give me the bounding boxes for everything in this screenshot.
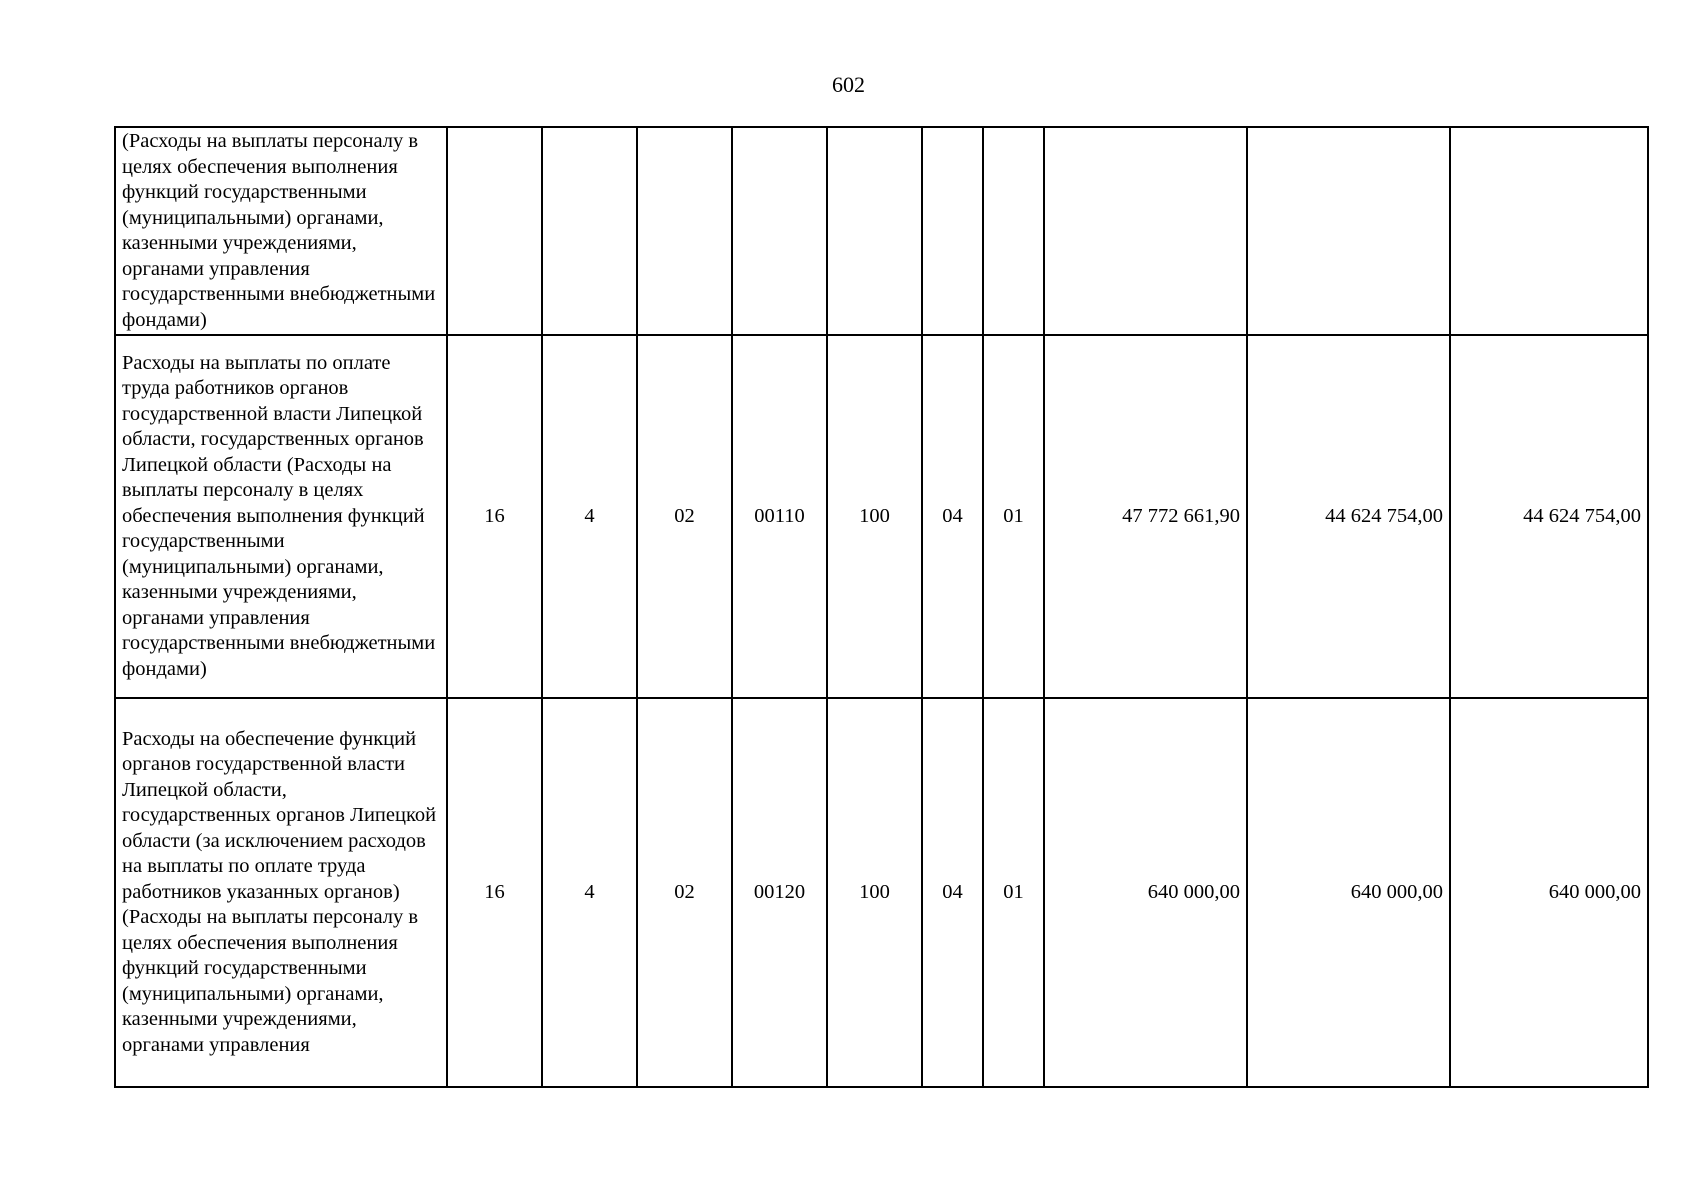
row-description: Расходы на обеспечение функций органов государственной власти Липецкой области, государственных органов Липецкой области (за исключением расходов на выплаты по оплате труда работников указанных органов) (Расходы на выплаты персоналу в целях обеспечения выполнения функций государственными (муниципальными) органами, казенными учреждениями, органами управления (115, 698, 447, 1087)
code-cell: 100 (827, 335, 922, 698)
amount-cell (1247, 127, 1450, 335)
amount-cell: 640 000,00 (1044, 698, 1247, 1087)
code-cell: 00110 (732, 335, 827, 698)
code-cell: 02 (637, 335, 732, 698)
table-row (115, 698, 1648, 1087)
code-cell (983, 127, 1044, 335)
code-cell: 4 (542, 698, 637, 1087)
table-row (115, 335, 1648, 698)
code-cell (827, 127, 922, 335)
amount-cell: 44 624 754,00 (1450, 335, 1648, 698)
code-cell (542, 127, 637, 335)
table-row (115, 127, 1648, 335)
code-cell: 01 (983, 335, 1044, 698)
code-cell (732, 127, 827, 335)
code-cell: 04 (922, 698, 983, 1087)
code-cell: 04 (922, 335, 983, 698)
code-cell: 01 (983, 698, 1044, 1087)
code-cell: 100 (827, 698, 922, 1087)
row-description: Расходы на выплаты по оплате труда работников органов государственной власти Липецкой области, государственных органов Липецкой области (Расходы на выплаты персоналу в целях обеспечения выполнения функций государственными (муниципальными) органами, казенными учреждениями, органами управления государственными внебюджетными фондами) (115, 335, 447, 698)
code-cell: 16 (447, 335, 542, 698)
amount-cell: 47 772 661,90 (1044, 335, 1247, 698)
page-number: 602 (832, 72, 865, 97)
row-description: (Расходы на выплаты персоналу в целях обеспечения выполнения функций государственными (муниципальными) органами, казенными учреждениями, органами управления государственными внебюджетными фондами) (115, 127, 447, 335)
code-cell (447, 127, 542, 335)
code-cell: 02 (637, 698, 732, 1087)
code-cell (637, 127, 732, 335)
amount-cell: 44 624 754,00 (1247, 335, 1450, 698)
code-cell: 4 (542, 335, 637, 698)
amount-cell (1044, 127, 1247, 335)
amount-cell: 640 000,00 (1450, 698, 1648, 1087)
code-cell: 00120 (732, 698, 827, 1087)
amount-cell (1450, 127, 1648, 335)
budget-table (114, 126, 1649, 1088)
code-cell: 16 (447, 698, 542, 1087)
code-cell (922, 127, 983, 335)
amount-cell: 640 000,00 (1247, 698, 1450, 1087)
